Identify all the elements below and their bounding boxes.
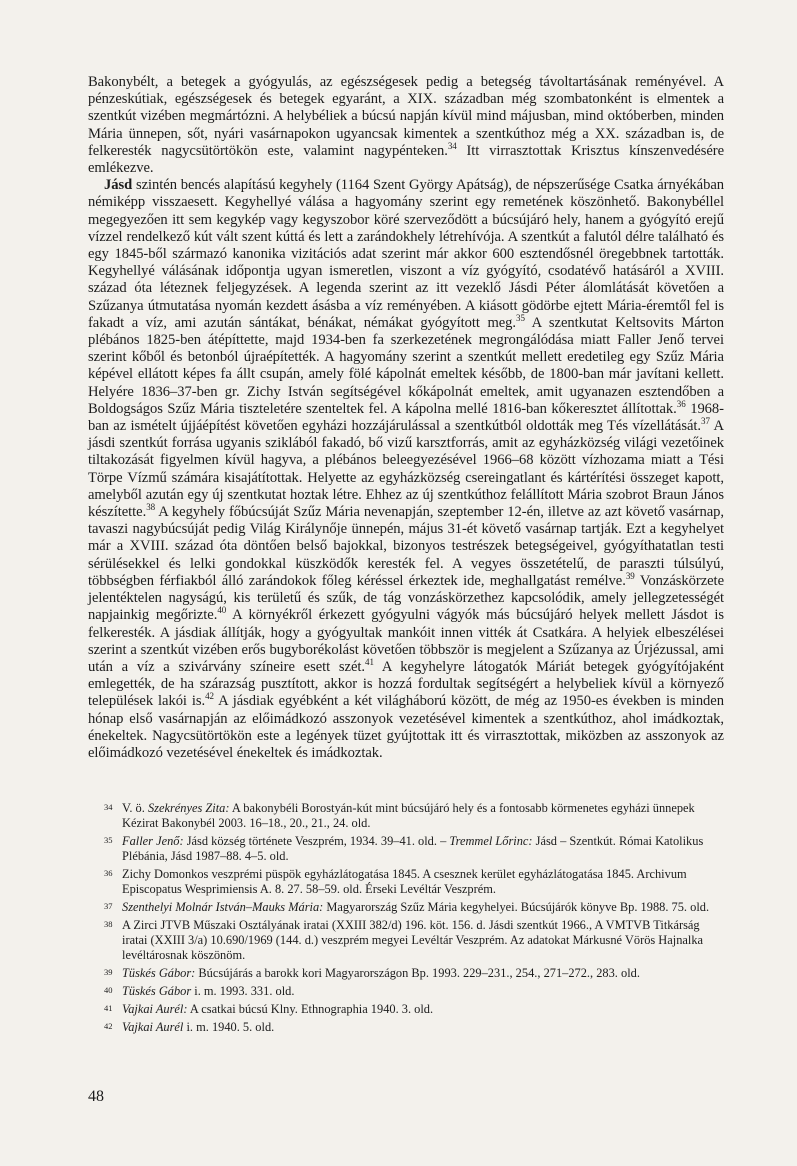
paragraph-text: A kegyhely főbúcsúját Szűz Mária nevenapján, szeptember 12-én, illetve az azt követő vasárnap, tavaszi nagybúcsúját pedig Világ Királynője ünnepén, május 31-ét követő vasárnap tartják. Ezt a kegyhelyet már a XVIII. század óta döntően belső bajokkal, bizonyos testrészek betegségeivel, gyógyíthatatlan testi sérülésekkel és lelki gondokkal küszködők keresték fel. A vegyes összetételű, de paraszti túlsúlyú, többségben férfiakból álló zarándokok főleg kéréssel érkeztek ide, meghallgatást remélve. xyxy=(88,504,724,589)
footnote-number: 37 xyxy=(104,901,113,912)
footnote xyxy=(104,918,724,964)
page-number: 48 xyxy=(88,1088,104,1105)
paragraph-jasd xyxy=(88,177,724,762)
footnote-ref-35[interactable]: 35 xyxy=(516,312,525,323)
footnote-ref-41[interactable]: 41 xyxy=(365,657,374,668)
footnote xyxy=(104,867,724,897)
page-body xyxy=(88,74,724,1037)
footnote-ref-39[interactable]: 39 xyxy=(625,571,635,582)
footnote xyxy=(104,984,724,999)
footnote-text: i. m. 1940. 5. old. xyxy=(183,1019,275,1034)
paragraph-text: A kegyhelyre látogatók Máriát betegek gyógyítójaként emlegették, de ha szárazság pusztított, akkor is hozzá fordultak segítségért a helybeliek kívül a környező települések lakói is. xyxy=(88,658,724,710)
footnote xyxy=(104,801,724,831)
footnote-ref-38[interactable]: 38 xyxy=(146,502,156,513)
footnote xyxy=(104,834,724,864)
footnote-number: 39 xyxy=(104,967,113,978)
footnote-text: A csatkai búcsú Klny. Ethnographia 1940. 3. old. xyxy=(187,1001,434,1016)
paragraph-text: 1968-ban az ismételt újjáépítést követően egyházi hozzájárulással a szentkútból oldották meg Tés vízellátását. xyxy=(88,400,724,435)
footnotes xyxy=(104,801,724,1035)
footnote-number: 36 xyxy=(104,868,113,879)
footnote xyxy=(104,1002,724,1017)
footnote-author: Szenthelyi Molnár István–Mauks Mária: xyxy=(122,900,324,915)
footnote-text: Jásd – Szentkút. Római Katolikus Plébánia, Jásd 1987–88. 4–5. old. xyxy=(122,834,704,864)
footnote-author: Vajkai Aurél xyxy=(122,1019,184,1034)
footnote-ref-37[interactable]: 37 xyxy=(701,416,710,427)
paragraph-text: Vonzáskörzete jelentéktelen nagyságú, kis területű és szűk, de tág vonzáskörzethez kapcsolódik, amely jellegzetességét napjainkig megőrizte. xyxy=(88,572,724,624)
paragraph-text: Itt virrasztottak Krisztus kínszenvedésére emlékezve. xyxy=(88,142,724,177)
footnote-number: 42 xyxy=(104,1020,113,1031)
paragraph-text: szintén bencés alapítású kegyhely (1164 Szent György Apátság), de népszerűsége Csatka árnyékában némiképp visszaesett. Kegyhellyé válása a hagyomány szerint egy remetének köszönhető. Bakonybéllel megegyezően itt sem kegykép vagy kegyszobor köré szerveződött a búcsújáró hely, hanem a gyógyító erejű vízzel rendelkező kút vált szent kúttá és lett a zarándokhely létrehívója. A szentkút a falutól délre található és egy 1845-ből származó kanonika vizitációs adat szerint már akkor 600 esztendősnél öregebbnek tartották. Kegyhellyé válásának időpontja ugyan ismeretlen, viszont a víz gyógyító, csodatévő hatásáról a XVIII. század óta léteznek feljegyzések. A legenda szerint az itt vezeklő Jásdi Péter álomlátását követően a Szűzanya útmutatása nyomán kezdett ásásba a víz reményében. A kiásott gödörbe ejtett Mária-éremtől fel is fakadt a víz, ami azután sántákat, bénákat, némákat gyógyított meg. xyxy=(88,177,724,331)
footnote-ref-34[interactable]: 34 xyxy=(447,140,457,151)
footnote-text: Magyarország Szűz Mária kegyhelyei. Búcsújárók könyve Bp. 1988. 75. old. xyxy=(323,900,710,915)
footnote-text: V. ö. xyxy=(122,801,148,816)
paragraph-text: A szentkutat Keltsovits Márton plébános 1825-ben átépíttette, majd 1934-ben fa szerkezetének megrongálódása miatt Faller Jenő tervei szerint kőből és betonból újraépítették. A hagyomány szerint a szentkút mellett eredetileg egy Szűz Mária képével ellátott képes fa állt csupán, amely fölé kápolnát emeltek később, de 1800-ban már javítani kellett. Helyére 1836–37-ben gr. Zichy István segítségével kőkápolnát emeltek, amit ugyanazen esztendőben a Boldogságos Szűz Mária tiszteletére szenteltek fel. A kápolna mellé 1816-ban kőkeresztet állítottak. xyxy=(88,314,724,417)
paragraph-text: Bakonybélt, a betegek a gyógyulás, az egészségesek pedig a betegség távoltartásának reményével. A pénzeskútiak, egészségesek és betegek egyaránt, a XIX. században még szombatonként is elmentek a szentkút vizében megmártózni. A helybéliek a búcsú napján kívül mind májusban, mind októberben, minden Mária ünnepen, sőt, nyári vasárnapokon ugyancsak kimentek a szentkúthoz még a XX. században is, de felkeresték nagycsütörtökön este, valamint nagypénteken. xyxy=(88,74,724,159)
footnote-author: Tremmel Lőrinc: xyxy=(449,834,533,849)
footnote-number: 40 xyxy=(104,984,113,995)
footnote-text: Jásd község története Veszprém, 1934. 39–41. old. – xyxy=(183,834,450,849)
footnote-number: 38 xyxy=(104,918,113,929)
footnote xyxy=(104,1020,724,1035)
footnote-author: Tüskés Gábor: xyxy=(122,966,196,981)
footnote-ref-42[interactable]: 42 xyxy=(205,691,214,702)
footnote-ref-36[interactable]: 36 xyxy=(676,399,686,409)
paragraph-text: A jásdiak egyébként a két világháború között, de még az 1950-es években is minden hónap első vasárnapján az előimádkozó asszonyok vezetésével kimentek a szentkúthoz, ahol imádkoztak, énekeltek. Nagycsütörtökön este a legények tüzet gyújtottak itt és virrasztottak, miközben az asszonyok az előimádkozó vezetésével énekeltek és imádkoztak. xyxy=(88,693,724,761)
paragraph-text: A környékről érkezett gyógyulni vágyók más búcsújáró helyek mellett Jásdot is felkeresték. A jásdiak állítják, hogy a gyógyultak mankóit innen vitték át Csatkára. A helyiek elbeszélései szerint a szentkút vizében erős bugyborékolást követően többször is megjelent a Szűzanya az Úrjézussal, ami után a víz a szivárvány színeire esett szét. xyxy=(88,607,724,675)
footnote-text: Zichy Domonkos veszprémi püspök egyházlátogatása 1845. A csesznek kerület egyházlátogatása 1845. Archivum Episcopatus Wesprimiensis A. 8. 27. 58–59. old. Érseki Levéltár Veszprém. xyxy=(122,867,687,897)
footnote-divider xyxy=(88,792,724,793)
footnote-number: 35 xyxy=(104,835,113,846)
footnote-ref-40[interactable]: 40 xyxy=(217,605,227,616)
footnote-author: Faller Jenő: xyxy=(122,834,184,849)
footnote-text: A Zirci JTVB Műszaki Osztályának iratai (XXIII 382/d) 196. köt. 156. d. Jásdi szentkút 1966., A VMTVB Titkárság iratai (XXIII 3/a) 10.690/1969 (144. d.) veszprém megyei Levéltár Veszprém. Az adatokat Márkusné Vörös Hajnalka levéltárosnak köszönöm. xyxy=(122,917,704,963)
footnote-author: Tüskés Gábor xyxy=(122,983,192,998)
footnote-author: Vajkai Aurél: xyxy=(122,1001,188,1016)
footnote-text: i. m. 1993. 331. old. xyxy=(191,983,295,998)
footnote-number: 34 xyxy=(104,802,113,813)
paragraph-bakonybel xyxy=(88,74,724,177)
footnote xyxy=(104,966,724,981)
paragraph-text: A jásdi szentkút forrása ugyanis sziklából fakadó, bő vizű karsztforrás, amit az egyházközség világi vezetőinek tiltakozását figyelmen kívül hagyva, a plébános beleegyezésével 1966–68 között vízhozama miatt a Tési Törpe Vízmű számára kisajátítottak. Helyette az egyházközség csereingatlant és kártérítési összeget kapott, amelyből azután egy új szentkutat hoztak létre. Ehhez az új szentkúthoz felállított Mária szobrot Braun János készítette. xyxy=(88,418,724,521)
place-name-jasd: Jásd xyxy=(104,177,133,194)
footnote-number: 41 xyxy=(104,1002,113,1013)
footnote xyxy=(104,900,724,915)
footnote-text: A bakonybéli Borostyán-kút mint búcsújáró hely és a fontosabb körmenetes egyházi ünnepek Kézirat Bakonybél 2003. 16–18., 20., 21., 24. old. xyxy=(122,801,695,831)
footnote-text: Búcsújárás a barokk kori Magyarországon Bp. 1993. 229–231., 254., 271–272., 283. old. xyxy=(195,966,640,981)
footnote-author: Szekrényes Zita: xyxy=(147,801,230,816)
